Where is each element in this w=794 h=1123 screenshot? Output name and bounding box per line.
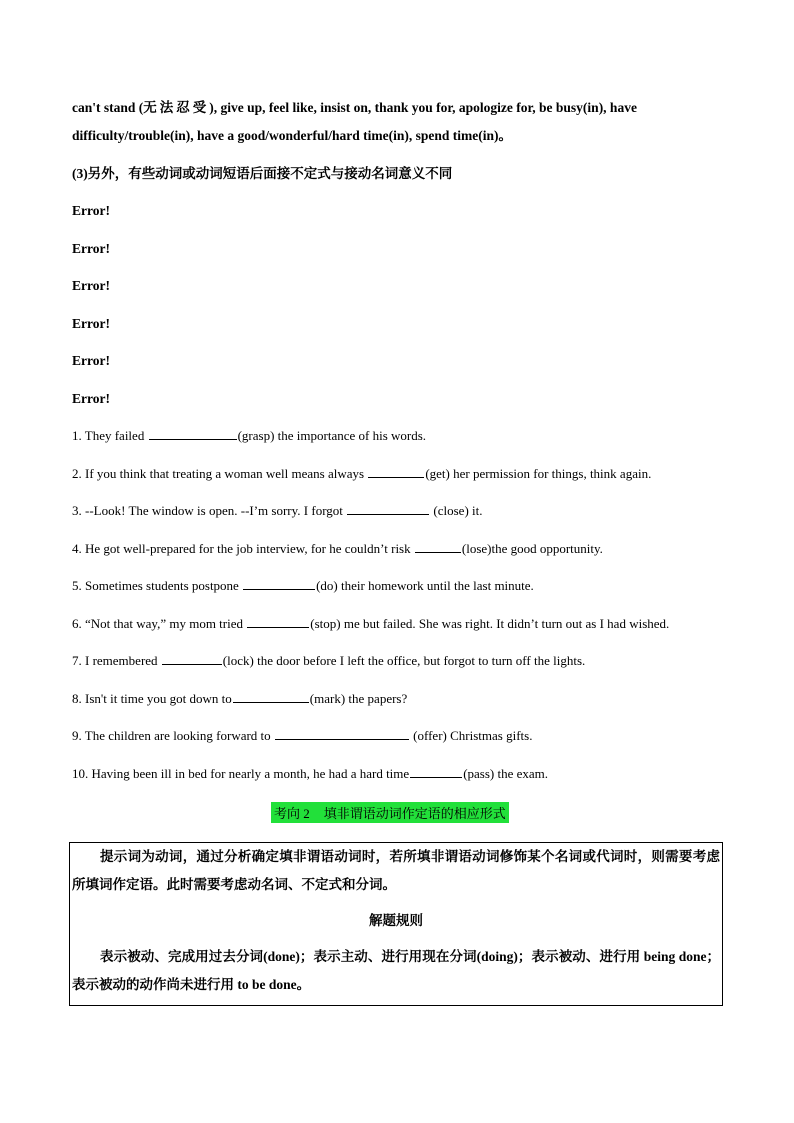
section-heading — [271, 802, 509, 823]
answer-blank[interactable] — [368, 464, 424, 478]
answer-blank[interactable] — [243, 576, 315, 590]
exercise-text: 7. I remembered — [72, 653, 161, 668]
intro-line-1 — [72, 94, 723, 122]
exercise-text: (lock) the door before I left the office, but forgot to turn off the lights. — [222, 653, 586, 668]
exercise-item — [72, 425, 732, 463]
exercise-item — [72, 500, 732, 538]
answer-blank[interactable] — [410, 764, 462, 778]
answer-blank[interactable] — [149, 426, 237, 440]
exercise-text: (offer) Christmas gifts. — [409, 728, 533, 743]
exercise-text: 4. He got well-prepared for the job interview, for he couldn’t risk — [72, 540, 414, 556]
phrase-list-intro — [72, 94, 723, 150]
note-line: (3)另外，有些动词或动词短语后面接不定式与接动名词意义不同 — [72, 166, 453, 181]
exercise-text: 10. Having been ill in bed for nearly a month, he had a hard time — [72, 765, 410, 781]
answer-blank[interactable] — [275, 726, 409, 740]
exercise-text: (grasp) the importance of his words. — [237, 428, 427, 443]
rule-box — [69, 842, 723, 1006]
error-field: Error! — [72, 278, 110, 293]
exercise-text: 1. They failed — [72, 428, 148, 443]
rule-box-intro: 提示词为动词，通过分析确定填非谓语动词时，若所填非谓语动词修饰某个名词或代词时，则需要考虑所填词作定语。此时需要考虑动名词、不定式和分词。 — [72, 849, 720, 892]
section-tag: 考向 2 — [274, 806, 310, 821]
error-field: Error! — [72, 240, 110, 256]
exercise-item — [72, 575, 732, 613]
intro-line-2: difficulty/trouble(in), have a good/wonderful/hard time(in), spend time(in)。 — [72, 128, 513, 143]
exercise-text: 3. --Look! The window is open. --I’m sorry. I forgot — [72, 503, 347, 518]
error-list — [72, 200, 110, 425]
answer-blank[interactable] — [162, 651, 222, 665]
exercise-text: (mark) the papers? — [309, 690, 408, 706]
answer-blank[interactable] — [347, 501, 429, 515]
exercise-text: (get) her permission for things, think again. — [425, 465, 652, 481]
error-field: Error! — [72, 353, 110, 368]
intro-line1-end: ), give up, feel like, insist on, thank you for, apologize for, be busy(in), have — [209, 100, 637, 115]
error-field: Error! — [72, 390, 110, 406]
exercise-item — [72, 763, 732, 801]
answer-blank[interactable] — [415, 539, 461, 553]
exercise-text: (do) their homework until the last minute. — [316, 578, 534, 593]
error-field: Error! — [72, 315, 110, 331]
exercise-item — [72, 688, 732, 726]
exercise-text: 9. The children are looking forward to — [72, 728, 274, 743]
exercise-text: 5. Sometimes students postpone — [72, 578, 243, 593]
answer-blank[interactable] — [247, 614, 309, 628]
exercise-text: (pass) the exam. — [463, 765, 549, 781]
intro-line1-start: can't stand ( — [72, 100, 144, 115]
exercise-item — [72, 613, 732, 651]
section-title-text: 填非谓语动词作定语的相应形式 — [323, 806, 506, 821]
exercise-text: (stop) me but failed. She was right. It didn’t turn out as I had wished. — [310, 615, 670, 631]
exercise-text: (close) it. — [430, 503, 483, 518]
exercise-text: 6. “Not that way,” my mom tried — [72, 615, 247, 631]
exercise-text: (lose)the good opportunity. — [461, 540, 603, 556]
exercise-item — [72, 463, 732, 501]
error-field: Error! — [72, 203, 110, 218]
intro-line1-chinese: 无法忍受 — [143, 100, 210, 115]
exercise-item — [72, 650, 732, 688]
exercise-list — [72, 425, 732, 800]
exercise-text: 2. If you think that treating a woman well means always — [72, 465, 368, 481]
exercise-item — [72, 538, 732, 576]
answer-blank[interactable] — [233, 689, 309, 703]
rule-box-rules: 表示被动、完成用过去分词(done)；表示主动、进行用现在分词(doing)；表示被动、进行用 being done；表示被动的动作尚未进行用 to be done。 — [72, 949, 720, 992]
rule-box-title: 解题规则 — [369, 913, 423, 928]
exercise-item — [72, 725, 732, 763]
exercise-text: 8. Isn't it time you got down to — [72, 690, 232, 706]
